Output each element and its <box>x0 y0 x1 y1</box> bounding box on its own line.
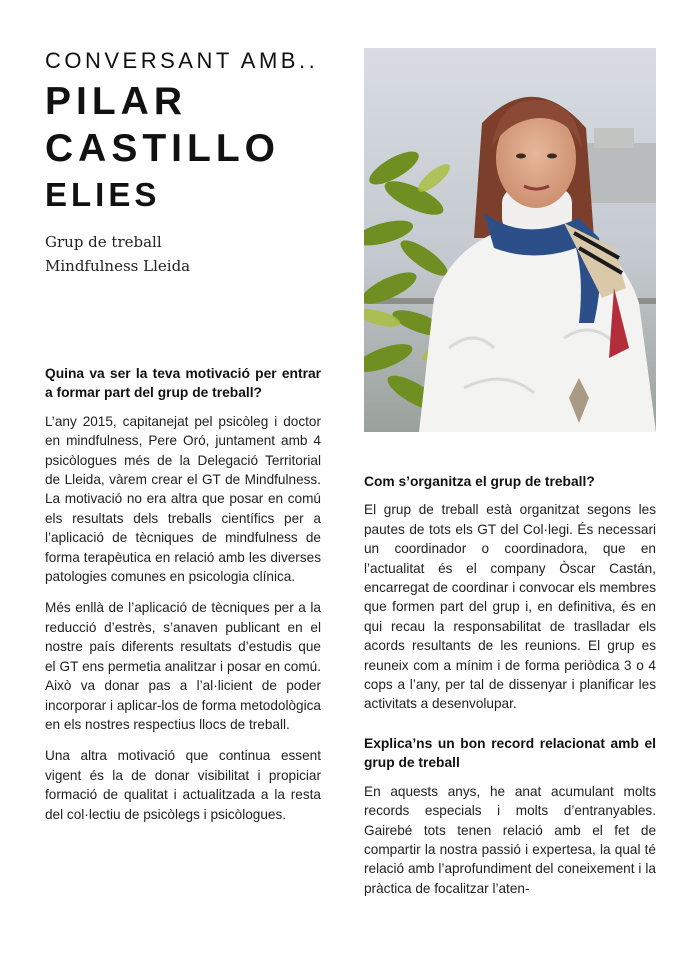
question-organization: Com s’organitza el grup de treball? <box>364 474 595 489</box>
answer-paragraph-1: L’any 2015, capitanejat pel psicòleg i doctor en mindfulness, Pere Oró, juntament amb 4 psicòlogues més de la Delegació Territorial de Lleida, vàrem crear el GT de Mindfulness. La motivació no era altra que posar en comú els resultats dels treballs científics per a l’aplicació de tècniques de mindfulness de forma terapèutica en relació amb les diverses patologies comunes en psicologia clínica. <box>45 413 321 585</box>
working-group-line-1: Grup de treball <box>45 233 162 251</box>
answer-organization: El grup de treball està organitzat segons les pautes de tots els GT del Col·legi. És necessari un coordinador o coordinadora, que en l’actualitat és el company Òscar Castán, encarregat de coordinar i convocar els membres que formen part del grup i, en definitiva, és en qui recau la responsabilitat de traslladar els acords resultants de les reunions. El grup es reuneix com a mínim i de forma periòdica 3 o 4 cops a l’any, per tal de dissenyar i planificar les activitats a desenvolupar. <box>364 502 656 712</box>
interviewee-first-name: PILAR <box>45 80 187 123</box>
interviewee-surname-1: CASTILLO <box>45 127 280 170</box>
portrait-photo-icon <box>364 48 656 432</box>
interview-kicker: CONVERSANT AMB.. <box>45 48 319 73</box>
answer-paragraph-2: Més enllà de l’aplicació de tècniques per a la reducció d’estrès, s’anaven publicant en el nostre país diferents resultats d’estudis que el GT ens permetia analitzar i posar en comú. Això va donar pas a l’al·licient de poder incorporar i aplicar-los de forma metodològica en els nostres respectius llocs de treball. <box>45 600 321 732</box>
answer-good-memory: En aquests anys, he anat acumulant molts records especials i molts d’entranyables. Gairebé tots tenen relació amb el fet de compartir la nostra passió i expertesa, la qual té relació amb l’aprofundiment del coneixement i la pràctica de focalitzar l’aten- <box>364 783 656 896</box>
working-group-label <box>45 230 190 278</box>
working-group-line-2: Mindfulness Lleida <box>45 257 191 275</box>
left-column <box>45 364 321 836</box>
answer-paragraph-3: Una altra motivació que continua essent vigent és la de donar visibilitat i propiciar formació de qualitat i actualitzada a la resta del col·lectiu de psicòlegs i psicòlogues. <box>45 748 321 822</box>
question-motivation: Quina va ser la teva motivació per entrar a formar part del grup de treball? <box>45 366 321 401</box>
question-good-memory: Explica’ns un bon record relacionat amb el grup de treball <box>364 735 656 771</box>
interviewee-photo <box>364 48 656 432</box>
right-column <box>364 472 656 910</box>
interviewee-surname-2: ELIES <box>45 176 161 213</box>
